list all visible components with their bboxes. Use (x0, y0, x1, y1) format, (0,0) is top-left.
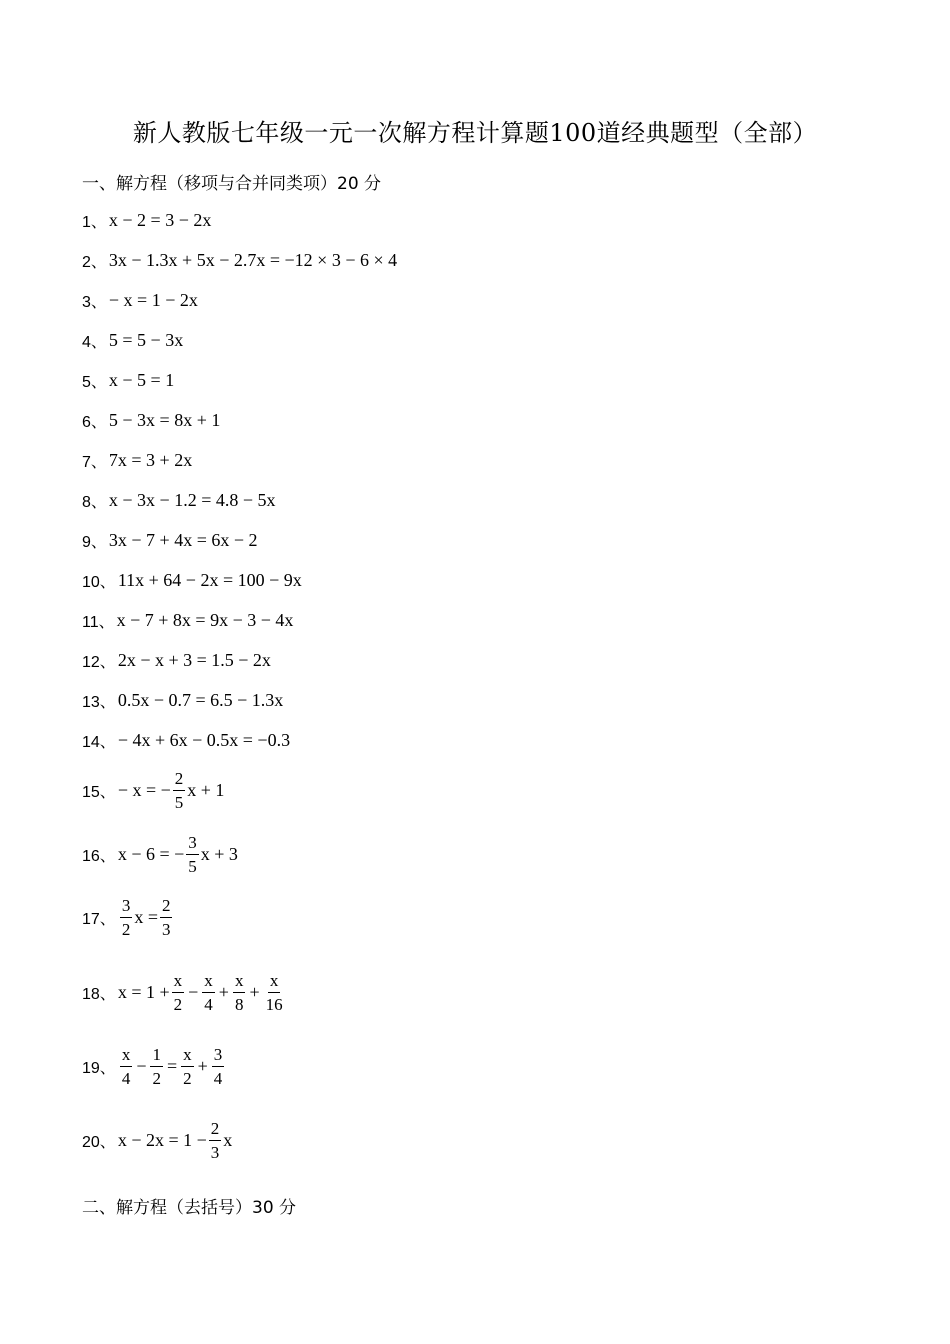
numerator: 1 (150, 1046, 163, 1067)
equation (118, 1120, 232, 1161)
problem-13 (82, 686, 283, 714)
problem-number: 15、 (82, 783, 116, 801)
problem-number: 16、 (82, 847, 116, 865)
problem-number: 3、 (82, 293, 107, 311)
denominator: 2 (152, 1068, 161, 1088)
operator: − (188, 981, 199, 1002)
denominator: 4 (213, 1068, 223, 1088)
equation-part: x + 3 (200, 843, 238, 864)
problem-number: 12、 (82, 653, 116, 671)
fraction (186, 834, 199, 875)
section-heading-2: 二、解方程（去括号）30 分 (82, 1198, 297, 1218)
problem-3 (82, 286, 198, 314)
problem-16 (82, 832, 238, 876)
problem-number: 6、 (82, 413, 107, 431)
equation (118, 972, 287, 1013)
fraction (202, 972, 215, 1013)
problem-1 (82, 206, 211, 234)
denominator: 16 (265, 994, 283, 1014)
fraction (160, 897, 173, 938)
denominator: 2 (183, 1068, 192, 1088)
fraction (173, 770, 186, 811)
denominator: 5 (188, 856, 197, 876)
operator: + (197, 1055, 208, 1076)
problem-15 (82, 768, 225, 812)
equation: − 4x + 6x − 0.5x = −0.3 (117, 729, 291, 750)
problem-11 (82, 606, 293, 634)
problem-4 (82, 326, 183, 354)
equation-part: x + 1 (187, 779, 225, 800)
problem-number: 19、 (82, 1059, 116, 1077)
equation: 3x − 7 + 4x = 6x − 2 (108, 529, 258, 550)
equation-part: x = (134, 906, 158, 927)
problem-number: 10、 (82, 573, 116, 591)
problem-10 (82, 566, 302, 594)
equation (118, 1046, 226, 1087)
numerator: 3 (212, 1046, 225, 1067)
numerator: x (233, 972, 246, 993)
equation: 0.5x − 0.7 = 6.5 − 1.3x (117, 689, 284, 710)
problem-7 (82, 446, 192, 474)
fraction (120, 897, 133, 938)
equation: 11x + 64 − 2x = 100 − 9x (117, 569, 302, 590)
numerator: x (172, 972, 185, 993)
operator: = (166, 1055, 178, 1076)
fraction (209, 1120, 222, 1161)
numerator: x (268, 972, 281, 993)
numerator: 2 (160, 897, 173, 918)
equation (118, 834, 238, 875)
problem-8 (82, 486, 276, 514)
fraction (233, 972, 246, 1013)
numerator: 2 (173, 770, 186, 791)
equation: 2x − x + 3 = 1.5 − 2x (117, 649, 271, 670)
problem-number: 4、 (82, 333, 107, 351)
denominator: 8 (234, 994, 244, 1014)
equation-part: x − 2x = 1 − (117, 1129, 207, 1150)
numerator: 3 (120, 897, 133, 918)
problem-number: 2、 (82, 253, 107, 271)
problem-number: 11、 (82, 613, 115, 631)
fraction (172, 972, 185, 1013)
problem-5 (82, 366, 174, 394)
denominator: 4 (121, 1068, 131, 1088)
equation: x − 7 + 8x = 9x − 3 − 4x (116, 609, 294, 630)
equation: x − 3x − 1.2 = 4.8 − 5x (108, 489, 276, 510)
operator: − (136, 1055, 147, 1076)
equation-part: − x = − (117, 779, 171, 800)
denominator: 5 (174, 792, 184, 812)
equation-part: x − 6 = − (117, 843, 185, 864)
problem-number: 7、 (82, 453, 107, 471)
fraction (120, 1046, 133, 1087)
numerator: x (202, 972, 215, 993)
problem-19 (82, 1044, 226, 1088)
problem-number: 8、 (82, 493, 107, 511)
numerator: x (181, 1046, 194, 1067)
problem-number: 9、 (82, 533, 107, 551)
equation: 3x − 1.3x + 5x − 2.7x = −12 × 3 − 6 × 4 (108, 249, 398, 270)
denominator: 4 (204, 994, 213, 1014)
equation (118, 770, 225, 811)
equation: − x = 1 − 2x (108, 289, 198, 310)
equation: 7x = 3 + 2x (108, 449, 193, 470)
fraction (181, 1046, 194, 1087)
denominator: 3 (161, 919, 171, 939)
problem-2 (82, 246, 397, 274)
equation: 5 = 5 − 3x (108, 329, 184, 350)
equation: 5 − 3x = 8x + 1 (108, 409, 221, 430)
denominator: 2 (173, 994, 183, 1014)
equation (118, 897, 175, 938)
problem-number: 5、 (82, 373, 107, 391)
numerator: x (120, 1046, 133, 1067)
equation: x − 2 = 3 − 2x (108, 209, 212, 230)
problem-18 (82, 970, 287, 1014)
section-heading-1: 一、解方程（移项与合并同类项）20 分 (82, 174, 382, 194)
operator: + (249, 981, 260, 1002)
fraction (150, 1046, 163, 1087)
operator: + (218, 981, 229, 1002)
problem-number: 14、 (82, 733, 116, 751)
numerator: 3 (186, 834, 199, 855)
problem-number: 17、 (82, 910, 116, 928)
problem-20 (82, 1118, 233, 1162)
equation: x − 5 = 1 (108, 369, 175, 390)
problem-number: 1、 (82, 213, 107, 231)
problem-9 (82, 526, 258, 554)
document-title: 新人教版七年级一元一次解方程计算题100道经典题型（全部） (132, 119, 818, 147)
problem-6 (82, 406, 220, 434)
equation-part: x (223, 1129, 233, 1150)
fraction (212, 1046, 225, 1087)
problem-12 (82, 646, 271, 674)
problem-14 (82, 726, 290, 754)
problem-number: 13、 (82, 693, 116, 711)
numerator: 2 (209, 1120, 222, 1141)
equation-part: x = 1 + (117, 981, 170, 1002)
denominator: 2 (121, 919, 131, 939)
problem-number: 20、 (82, 1133, 116, 1151)
fraction (264, 972, 285, 1013)
denominator: 3 (210, 1142, 220, 1162)
problem-number: 18、 (82, 985, 116, 1003)
problem-17 (82, 895, 174, 939)
